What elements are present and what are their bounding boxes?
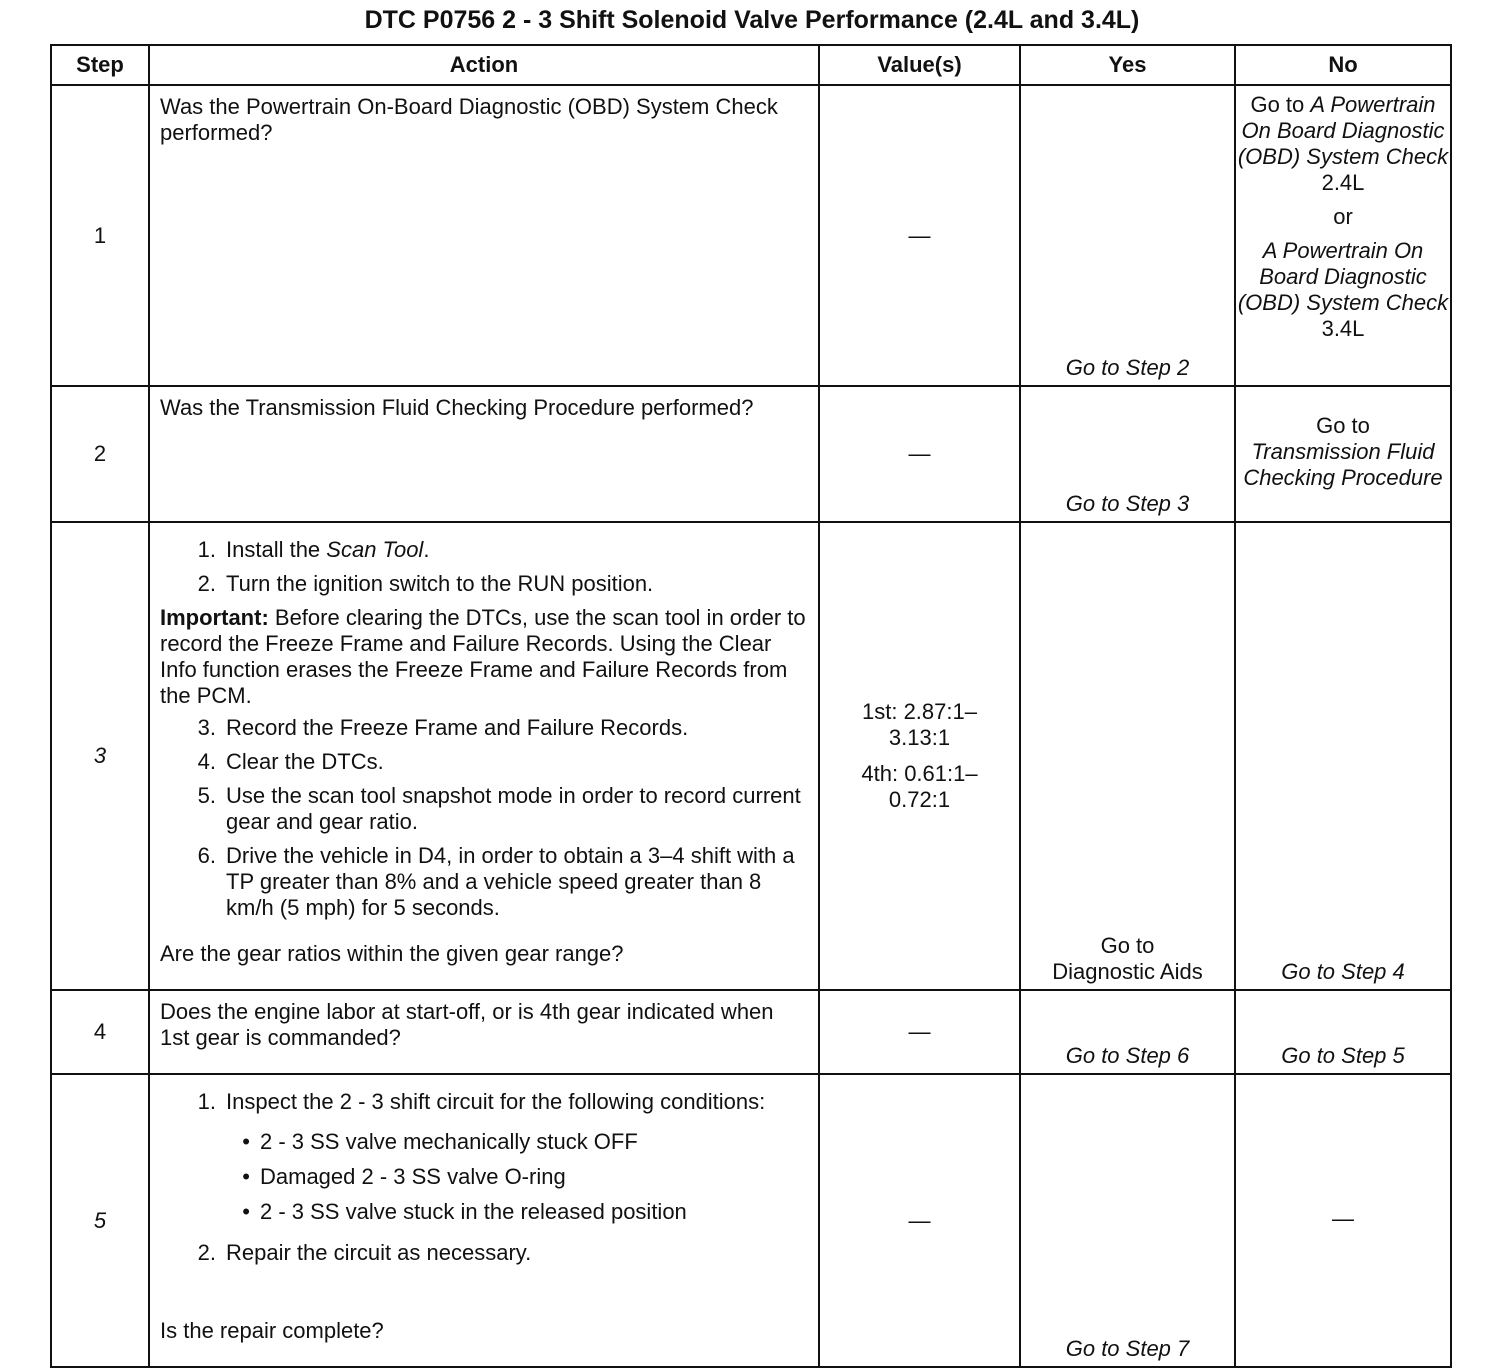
list-item: 2. Turn the ignition switch to the RUN position.: [197, 571, 654, 596]
bullet-item: • Damaged 2 - 3 SS valve O-ring: [242, 1164, 566, 1189]
value-cell: [819, 1074, 1020, 1367]
step-number: 3: [51, 522, 149, 990]
bullet-item: • 2 - 3 SS valve stuck in the released position: [242, 1199, 687, 1224]
value-1st-gear: 1st: 2.87:1– 3.13:1: [862, 699, 977, 750]
table-row-step-1: [51, 85, 1451, 386]
header-action: Action: [149, 45, 819, 85]
list-item: 6. Drive the vehicle in D4, in order to obtain a 3–4 shift with a TP greater than 8% and a vehicle speed greater than 8 km/h (5 mph) for 5 seconds.: [197, 843, 795, 920]
table-row-step-4: [51, 990, 1451, 1074]
no-link-obd-2-4l[interactable]: A Powertrain On Board Diagnostic (OBD) System Check: [1237, 92, 1449, 169]
yes-link[interactable]: Go to Step 6: [1020, 990, 1235, 1074]
value-cell: [819, 85, 1020, 386]
important-label: Important:: [160, 605, 269, 630]
list-item: 2. Repair the circuit as necessary.: [197, 1240, 532, 1265]
value-cell: [819, 990, 1020, 1074]
no-link-obd-3-4l[interactable]: A Powertrain On Board Diagnostic (OBD) System Check: [1237, 238, 1449, 315]
no-link[interactable]: Go to Step 4: [1235, 522, 1451, 990]
list-item: 1. Inspect the 2 - 3 shift circuit for the following conditions:: [197, 1089, 766, 1114]
no-dash: —: [1332, 1205, 1354, 1231]
diagnostic-table: [50, 44, 1452, 1368]
header-no: No: [1235, 45, 1451, 85]
value-dash: —: [908, 1207, 931, 1233]
important-text: Before clearing the DTCs, use the scan tool in order to record the Freeze Frame and Failure Records. Using the Clear Info function erases the Freeze Frame and Failure Records from the PCM.: [160, 605, 806, 708]
step-number: 1: [51, 85, 149, 386]
value-cell: [819, 522, 1020, 990]
table-row-step-5: [51, 1074, 1451, 1367]
value-cell: [819, 386, 1020, 522]
action-text: Was the Powertrain On-Board Diagnostic (OBD) System Check performed?: [149, 85, 819, 386]
yes-link[interactable]: Go to Step 7: [1020, 1074, 1235, 1367]
value-dash: —: [908, 222, 931, 248]
value-4th-gear: 4th: 0.61:1– 0.72:1: [861, 761, 978, 812]
no-link-fluid-procedure[interactable]: Transmission Fluid Checking Procedure: [1243, 439, 1443, 490]
value-dash: —: [908, 441, 931, 466]
no-or: or: [1333, 204, 1353, 229]
table-header-row: [51, 45, 1451, 85]
header-step: Step: [51, 45, 149, 85]
step-number: 5: [51, 1074, 149, 1367]
action-cell: [149, 1074, 819, 1367]
no-goto: Go to: [1316, 413, 1370, 438]
list-item: 4. Clear the DTCs.: [197, 749, 384, 774]
header-yes: Yes: [1020, 45, 1235, 85]
no-link-suffix-2-4l: 2.4L: [1321, 170, 1365, 195]
question-text: Are the gear ratios within the given gear range?: [160, 941, 624, 966]
no-link[interactable]: Go to Step 5: [1235, 990, 1451, 1074]
important-note: [160, 605, 808, 709]
yes-link[interactable]: Go to Step 2: [1020, 85, 1235, 386]
value-dash: —: [908, 1019, 931, 1044]
list-item: 3. Record the Freeze Frame and Failure Records.: [197, 715, 689, 740]
step-number: 2: [51, 386, 149, 522]
page-title: DTC P0756 2 - 3 Shift Solenoid Valve Performance (2.4L and 3.4L): [364, 6, 1140, 34]
no-cell: [1235, 1074, 1451, 1367]
header-values: Value(s): [819, 45, 1020, 85]
yes-link[interactable]: Go to Step 3: [1020, 386, 1235, 522]
action-text: Does the engine labor at start-off, or is 4th gear indicated when 1st gear is commanded?: [149, 990, 819, 1074]
yes-goto: Go to: [1100, 933, 1155, 958]
table-row-step-3: [51, 522, 1451, 990]
no-goto: Go to: [1250, 92, 1305, 117]
no-cell: [1235, 85, 1451, 386]
list-item: 5. Use the scan tool snapshot mode in order to record current gear and gear ratio.: [197, 783, 801, 834]
no-link-suffix-3-4l: 3.4L: [1321, 316, 1365, 341]
bullet-item: • 2 - 3 SS valve mechanically stuck OFF: [242, 1129, 638, 1154]
action-cell: [149, 522, 819, 990]
list-item: 1. Install the Scan Tool.: [197, 537, 430, 562]
action-text: Was the Transmission Fluid Checking Procedure performed?: [149, 386, 819, 522]
table-row-step-2: [51, 386, 1451, 522]
no-cell: [1235, 386, 1451, 522]
question-text: Is the repair complete?: [160, 1318, 384, 1343]
scan-tool-link[interactable]: Scan Tool: [326, 537, 424, 562]
yes-link-diagnostic-aids[interactable]: Diagnostic Aids: [1052, 959, 1203, 984]
step-number: 4: [51, 990, 149, 1074]
yes-cell: [1020, 522, 1235, 990]
